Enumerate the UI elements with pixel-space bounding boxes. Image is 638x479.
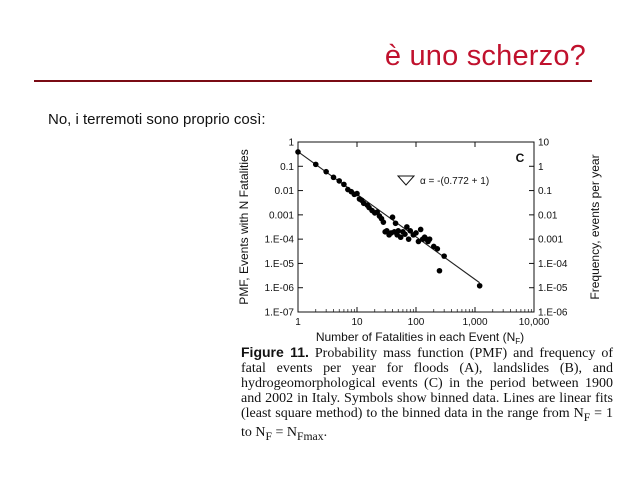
y-tick-label-right: 0.001 xyxy=(538,234,564,246)
y-axis-title-right: Frequency, events per year xyxy=(588,154,602,300)
x-axis-title-sub: F xyxy=(515,337,521,346)
data-point xyxy=(427,236,433,242)
data-point xyxy=(381,219,387,225)
caption-sub-f1: F xyxy=(583,410,591,424)
caption-end: . xyxy=(323,424,328,440)
y-tick-label-right: 1.E-04 xyxy=(538,258,568,270)
fit-label: α = -(0.772 + 1) xyxy=(420,176,490,187)
y-tick-label-left: 1.E-06 xyxy=(264,283,294,295)
x-axis-title-close: ) xyxy=(520,330,525,344)
data-point xyxy=(331,175,337,181)
y-tick-label-left: 1 xyxy=(288,137,294,149)
y-tick-label-right: 0.1 xyxy=(538,186,552,198)
pmf-chart xyxy=(226,130,606,362)
y-tick-label-left: 0.1 xyxy=(280,161,294,173)
y-tick-label-right: 1 xyxy=(538,161,544,173)
data-point xyxy=(406,236,412,242)
data-point xyxy=(437,268,443,274)
y-tick-label-right: 0.01 xyxy=(538,210,558,222)
data-point xyxy=(402,231,408,237)
slope-triangle-icon xyxy=(398,176,414,185)
data-point xyxy=(418,227,424,233)
caption-sub-f2: F xyxy=(265,429,272,443)
data-point xyxy=(341,182,347,188)
y-axis-title-left: PMF, Events with N Fatalities xyxy=(237,149,251,305)
y-tick-label-right: 10 xyxy=(538,137,550,149)
caption-eq: = N xyxy=(271,424,297,440)
caption-sub-fmax: Fmax xyxy=(297,429,324,443)
slide-subtitle: No, i terremoti sono proprio così: xyxy=(48,111,266,128)
y-tick-label-right: 1.E-05 xyxy=(538,283,568,295)
caption-mid: = 1 to N xyxy=(241,406,613,440)
data-point xyxy=(390,214,396,220)
data-point xyxy=(295,149,301,155)
title-divider xyxy=(34,80,592,82)
x-tick-label: 1 xyxy=(295,317,301,328)
data-point xyxy=(395,228,401,234)
figure-chart xyxy=(226,130,606,362)
data-point xyxy=(336,178,342,184)
caption-label: Figure 11. xyxy=(241,344,309,360)
slide-title: è uno scherzo? xyxy=(384,40,586,72)
data-point xyxy=(477,283,483,289)
caption-text: Probability mass function (PMF) and frequency of fatal events per year for floods (A), landslides (B), and hydrogeomorphological events (C) in the period between 1900 and 2002 in Italy. Symbols show binned data. Lines are linear fits (least square method) to the binned data in the range from N xyxy=(241,346,614,421)
x-tick-label: 100 xyxy=(407,317,425,328)
data-point xyxy=(323,169,329,175)
x-tick-label: 10 xyxy=(351,317,363,328)
y-tick-label-left: 0.01 xyxy=(274,186,294,198)
y-tick-label-left: 1.E-04 xyxy=(264,234,294,246)
plot-frame xyxy=(298,142,534,312)
data-point xyxy=(441,253,447,259)
data-point xyxy=(354,191,360,197)
data-point xyxy=(393,220,399,226)
y-tick-label-right: 1.E-06 xyxy=(538,307,568,319)
data-point xyxy=(435,246,441,252)
x-tick-label: 10,000 xyxy=(518,317,550,328)
x-tick-label: 1,000 xyxy=(462,317,488,328)
data-point xyxy=(313,162,319,168)
x-axis-title-main: Number of Fatalities in each Event (N xyxy=(315,330,516,344)
y-tick-label-left: 1.E-07 xyxy=(264,307,294,319)
x-axis-title xyxy=(316,330,524,346)
y-tick-label-left: 0.001 xyxy=(268,210,294,222)
figure-caption xyxy=(241,345,613,444)
panel-label: C xyxy=(515,151,525,165)
data-point xyxy=(413,230,419,236)
y-tick-label-left: 1.E-05 xyxy=(264,258,294,270)
